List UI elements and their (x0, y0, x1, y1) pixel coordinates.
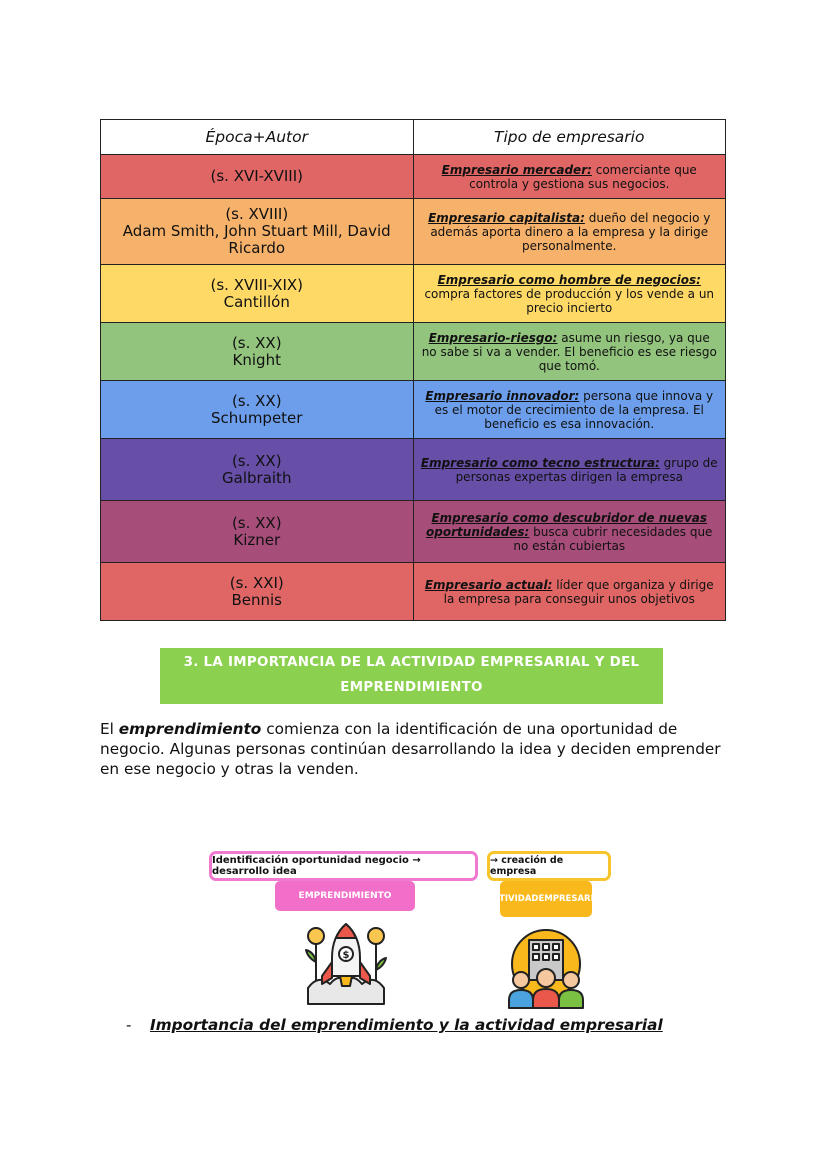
author-text: Bennis (231, 590, 282, 609)
entrepreneur-type-description: líder que organiza y dirige la empresa para conseguir unos objetivos (443, 577, 714, 606)
entrepreneurship-label: EMPRENDIMIENTO (275, 881, 415, 911)
era-author-cell (101, 323, 414, 381)
author-text: Cantillón (223, 292, 290, 311)
era-author-cell (101, 155, 414, 199)
entrepreneur-type-term: Empresario como descubridor de nuevas oportunidades: (426, 510, 708, 539)
entrepreneur-type-description: comerciante que controla y gestiona sus negocios. (469, 162, 697, 191)
author-text: Knight (232, 350, 281, 369)
era-author-cell (101, 501, 414, 563)
entrepreneur-type-cell (413, 501, 726, 563)
table-row (101, 155, 726, 199)
entrepreneur-type-term: Empresario innovador: (425, 388, 580, 403)
era-text: (s. XX) (231, 513, 282, 532)
author-text: Kizner (233, 530, 281, 549)
entrepreneur-type-cell (413, 563, 726, 621)
entrepreneur-type-description: dueño del negocio y además aporta dinero a la empresa y la dirige personalmente. (430, 210, 711, 253)
entrepreneur-type-cell (413, 323, 726, 381)
era-text: (s. XX) (231, 451, 282, 470)
author-text: Adam Smith, John Stuart Mill, David Ricardo (122, 222, 391, 257)
table-row (101, 323, 726, 381)
column-header: Época+Autor (101, 120, 414, 155)
era-text: (s. XXI) (229, 573, 284, 592)
entrepreneur-type-cell (413, 155, 726, 199)
entrepreneur-type-term: Empresario como tecno estructura: (420, 455, 660, 470)
table-row (101, 381, 726, 439)
column-header: Tipo de empresario (413, 120, 726, 155)
era-text: (s. XVIII-XIX) (210, 275, 303, 294)
author-text: Galbraith (222, 468, 292, 487)
entrepreneur-type-term: Empresario actual: (424, 577, 553, 592)
era-author-cell (101, 439, 414, 501)
era-text: (s. XVIII) (225, 205, 289, 223)
author-text: Schumpeter (211, 408, 303, 427)
entrepreneurship-process-box: Identificación oportunidad negocio → desarrollo idea (209, 851, 478, 881)
table-row (101, 501, 726, 563)
entrepreneur-type-description: compra factores de producción y los vende a un precio incierto (424, 286, 715, 315)
business-activity-label (486, 881, 606, 917)
table-header-row (101, 120, 726, 155)
entrepreneur-type-cell (413, 381, 726, 439)
entrepreneur-type-term: Empresario mercader: (441, 162, 592, 177)
entrepreneur-type-description: persona que innova y es el motor de crecimiento de la empresa. El beneficio es esa innovación. (434, 388, 714, 431)
era-author-cell (101, 199, 414, 265)
era-text: (s. XVI-XVIII) (210, 167, 303, 185)
paragraph-text: El (100, 720, 119, 738)
entrepreneur-type-term: Empresario-riesgo: (428, 330, 558, 345)
era-author-cell (101, 265, 414, 323)
table-row (101, 265, 726, 323)
entrepreneur-type-description: busca cubrir necesidades que no están cubiertas (513, 524, 713, 553)
entrepreneur-type-term: Empresario como hombre de negocios: (437, 272, 701, 287)
table-body (101, 155, 726, 621)
svg-text:$: $ (342, 950, 350, 961)
table-row (101, 439, 726, 501)
label-line: EMPRESARIAL (538, 893, 606, 904)
era-author-cell (101, 381, 414, 439)
emphasized-term: emprendimiento (118, 720, 262, 738)
section-heading-line: EMPRENDIMIENTO (340, 680, 483, 695)
section-heading-banner (160, 648, 663, 704)
business-team-icon (505, 928, 587, 1010)
entrepreneur-type-cell (413, 265, 726, 323)
entrepreneur-type-description: asume un riesgo, ya que no sabe si va a vender. El beneficio es ese riesgo que tomó. (421, 330, 717, 373)
subheading-text: Importancia del emprendimiento y la actividad empresarial (150, 1016, 663, 1034)
label-line: ACTIVIDAD (486, 893, 539, 904)
entrepreneur-type-cell (413, 439, 726, 501)
era-author-cell (101, 563, 414, 621)
entrepreneur-type-cell (413, 199, 726, 265)
entrepreneur-type-description: grupo de personas expertas dirigen la empresa (455, 455, 718, 484)
era-text: (s. XX) (231, 391, 282, 410)
rocket-icon (302, 922, 390, 1008)
intro-paragraph (100, 719, 740, 779)
section-heading-line: 3. LA IMPORTANCIA DE LA ACTIVIDAD EMPRESARIAL Y DEL (183, 655, 640, 670)
paragraph-text: comienza con la identificación de una oportunidad de negocio. Algunas personas continúan desarrollando la idea y deciden emprender en ese negocio y otras la venden. (100, 720, 721, 778)
business-creation-box: → creación de empresa (487, 851, 611, 881)
bullet-marker: - (126, 1016, 132, 1034)
table-row (101, 563, 726, 621)
entrepreneur-types-table (100, 119, 726, 621)
table-row (101, 199, 726, 265)
era-text: (s. XX) (231, 333, 282, 352)
entrepreneur-type-term: Empresario capitalista: (428, 210, 585, 225)
